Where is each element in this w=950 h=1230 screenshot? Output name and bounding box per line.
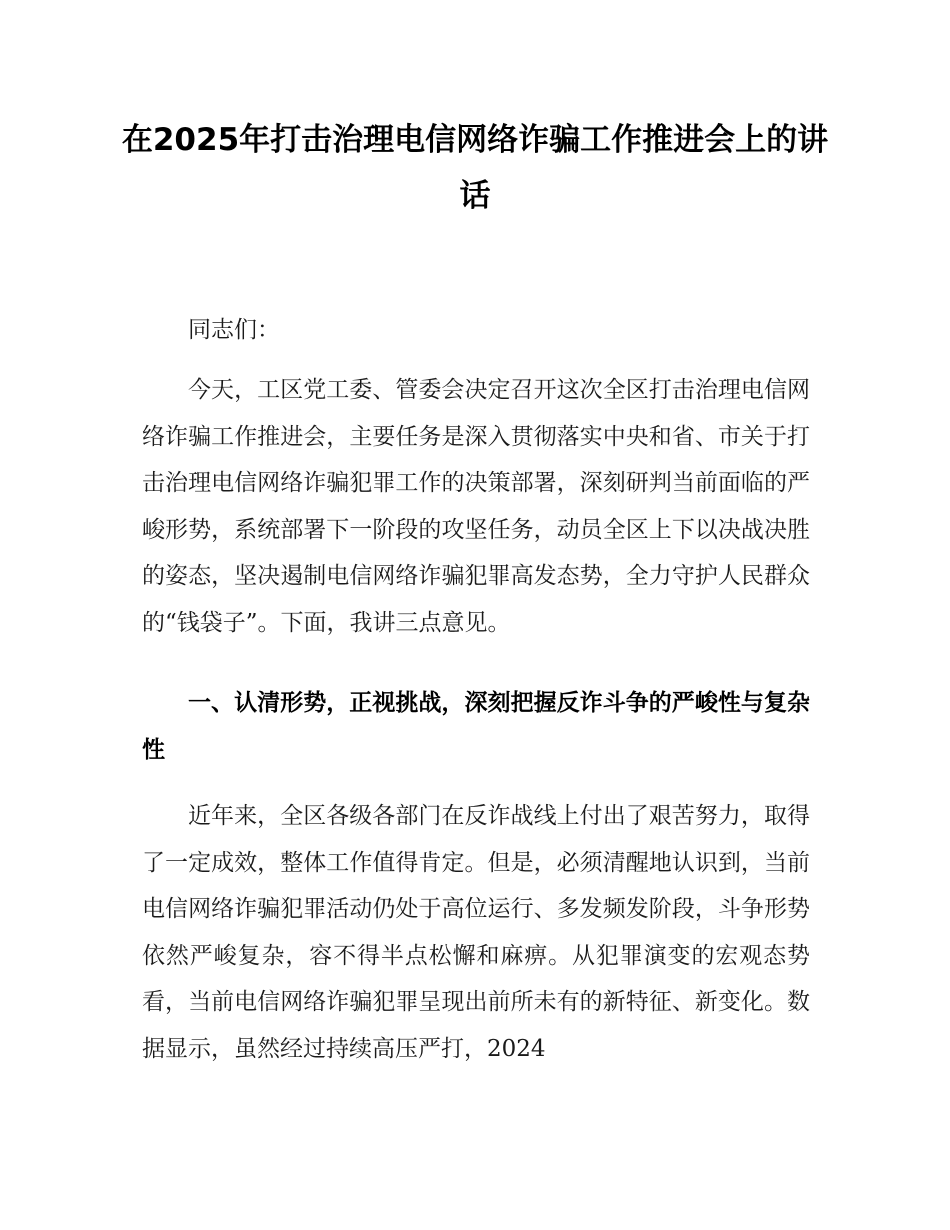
intro-paragraph: 今天，工区党工委、管委会决定召开这次全区打击治理电信网络诈骗工作推进会，主要任务是深入贯彻落实中央和省、市关于打击治理电信网络诈骗犯罪工作的决策部署，深刻研判当前面临的严峻形势，系统部署下一阶段的攻坚任务，动员全区上下以决战决胜的姿态，坚决遏制电信网络诈骗犯罪高发态势，全力守护人民群众的“钱袋子”。下面，我讲三点意见。	[142, 377, 810, 636]
document-title: 在2025年打击治理电信网络诈骗工作推进会上的讲话	[121, 122, 829, 214]
section-paragraph: 近年来，全区各级各部门在反诈战线上付出了艰苦努力，取得了一定成效，整体工作值得肯定。但是，必须清醒地认识到，当前电信网络诈骗犯罪活动仍处于高位运行、多发频发阶段，斗争形势依然严峻复杂，容不得半点松懈和麻痹。从犯罪演变的宏观态势看，当前电信网络诈骗犯罪呈现出前所未有的新特征、新变化。数据显示，虽然经过持续高压严打，2024	[142, 803, 810, 1062]
salutation: 同志们：	[188, 317, 280, 343]
section-heading: 一、认清形势，正视挑战，深刻把握反诈斗争的严峻性与复杂性	[142, 690, 810, 763]
